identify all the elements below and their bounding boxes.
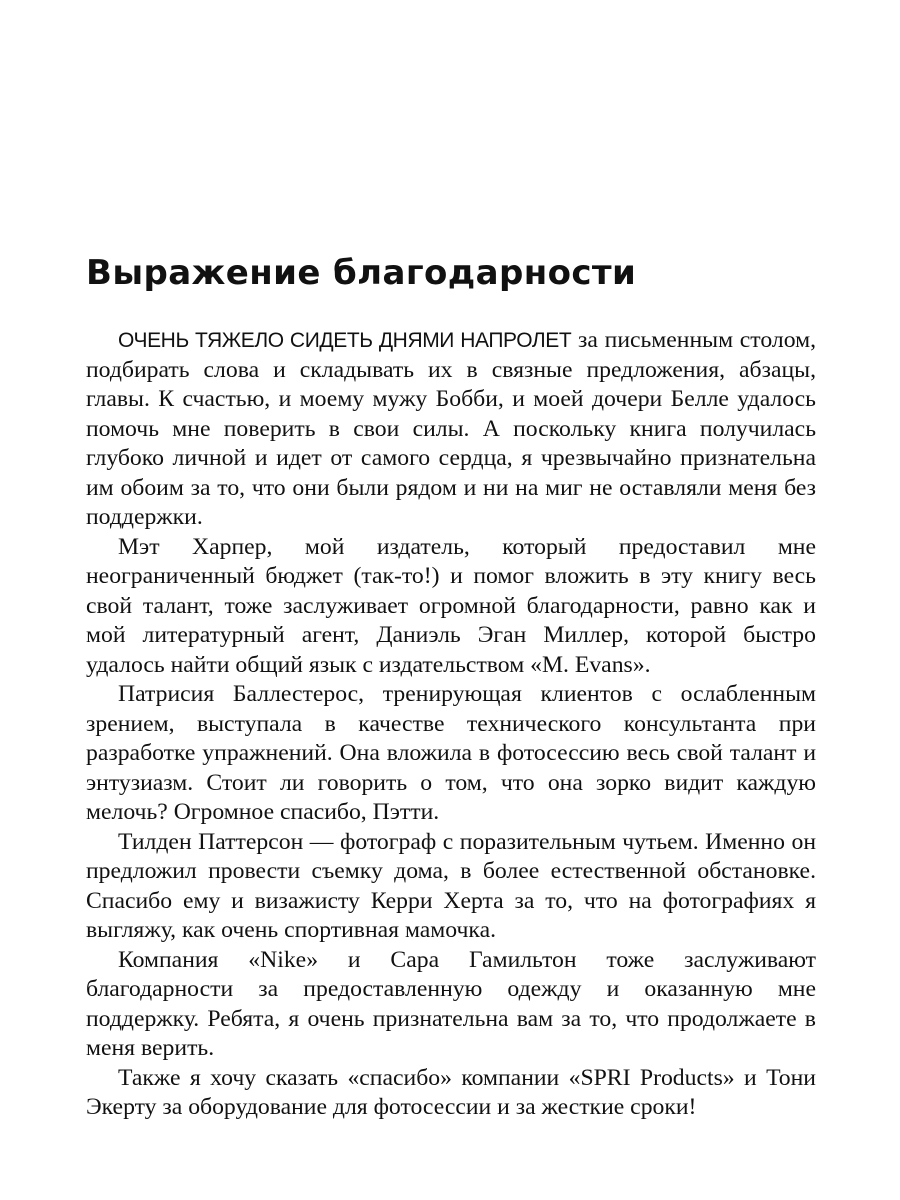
paragraph-2: Мэт Харпер, мой издатель, который предоставил мне неограниченный бюджет (так-то!) и помог вложить в эту книгу весь свой талант, тоже заслуживает огромной благодарности, равно как и мой литературный агент, Даниэль Эган Миллер, которой быстро удалось найти общий язык с издательством «M. Evans». bbox=[86, 533, 816, 678]
paragraph-6: Также я хочу сказать «спасибо» компании «SPRI Products» и Тони Экерту за оборудование для фотосессии и за жесткие сроки! bbox=[86, 1064, 816, 1120]
paragraph-4: Тилден Паттерсон — фотограф с поразительным чутьем. Именно он предложил провести съемку дома, в более естественной обстановке. Спасибо ему и визажисту Керри Херта за то, что на фотографиях я выгляжу, как очень спортивная мамочка. bbox=[86, 828, 816, 943]
paragraph-1 bbox=[86, 326, 816, 533]
paragraph-lead-in: ОЧЕНЬ ТЯЖЕЛО СИДЕТЬ ДНЯМИ НАПРОЛЕТ bbox=[118, 329, 572, 352]
body-text bbox=[86, 326, 816, 1123]
paragraph-text: за письменным столом, подбирать слова и складывать их в связные предложения, абзацы, главы. К счастью, и моему мужу Бобби, и моей дочери Белле удалось помочь мне поверить в свои силы. А поскольку книга получилась глубоко личной и идет от самого сердца, я чрезвычайно признательна им обоим за то, что они были рядом и ни на миг не оставляли меня без поддержки. bbox=[86, 327, 816, 530]
page-heading: Выражение благодарности bbox=[86, 253, 637, 293]
paragraph-3: Патрисия Баллестерос, тренирующая клиентов с ослабленным зрением, выступала в качестве технического консультанта при разработке упражнений. Она вложила в фотосессию весь свой талант и энтузиазм. Стоит ли говорить о том, что она зорко видит каждую мелочь? Огромное спасибо, Пэтти. bbox=[86, 681, 816, 825]
paragraph-5: Компания «Nike» и Сара Гамильтон тоже заслуживают благодарности за предоставленную одежду и оказанную мне поддержку. Ребята, я очень признательна вам за то, что продолжаете в меня верить. bbox=[86, 946, 816, 1061]
